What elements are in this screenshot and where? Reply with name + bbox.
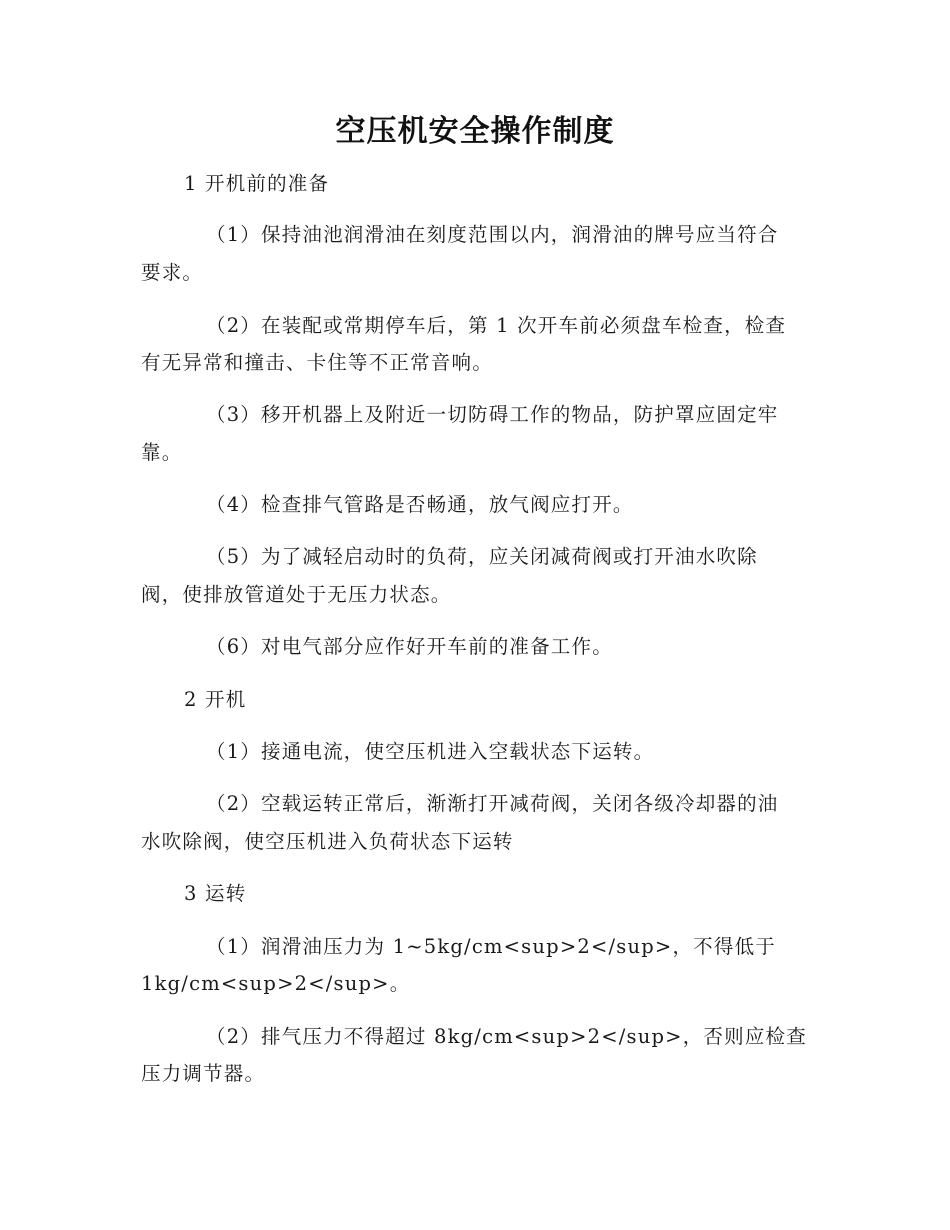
paragraph-line: 水吹除阀，使空压机进入负荷状态下运转 xyxy=(141,830,514,853)
paragraph-line: （2）排气压力不得超过 8kg/cm<sup>2</sup>，否则应检查 xyxy=(206,1025,807,1048)
paragraph-line: （4）检查排气管路是否畅通，放气阀应打开。 xyxy=(206,493,634,516)
paragraph-line: 要求。 xyxy=(141,261,204,284)
paragraph-line: 1kg/cm<sup>2</sup>。 xyxy=(141,972,411,995)
section-heading-1: 1 开机前的准备 xyxy=(184,172,330,195)
paragraph-line: （3）移开机器上及附近一切防碍工作的物品，防护罩应固定牢 xyxy=(206,403,779,426)
paragraph-line: （1）润滑油压力为 1~5kg/cm<sup>2</sup>，不得低于 xyxy=(206,935,776,958)
paragraph-line: （1）接通电流，使空压机进入空载状态下运转。 xyxy=(206,740,655,763)
section-heading-3: 3 运转 xyxy=(184,882,247,905)
paragraph-line: （5）为了减轻启动时的负荷，应关闭减荷阀或打开油水吹除 xyxy=(206,545,758,568)
paragraph-line: 压力调节器。 xyxy=(141,1062,266,1085)
paragraph-line: 阀，使排放管道处于无压力状态。 xyxy=(141,583,452,606)
paragraph-line: 靠。 xyxy=(141,441,183,464)
section-heading-2: 2 开机 xyxy=(184,688,247,711)
paragraph-line: （2）在装配或常期停车后，第 1 次开车前必须盘车检查，检查 xyxy=(206,314,787,337)
paragraph-line: （6）对电气部分应作好开车前的准备工作。 xyxy=(206,635,613,658)
paragraph-line: 有无异常和撞击、卡住等不正常音响。 xyxy=(141,351,493,374)
paragraph-line: （1）保持油池润滑油在刻度范围以内，润滑油的牌号应当符合 xyxy=(206,223,779,246)
document-title: 空压机安全操作制度 xyxy=(335,114,615,149)
paragraph-line: （2）空载运转正常后，渐渐打开减荷阀，关闭各级冷却器的油 xyxy=(206,792,779,815)
